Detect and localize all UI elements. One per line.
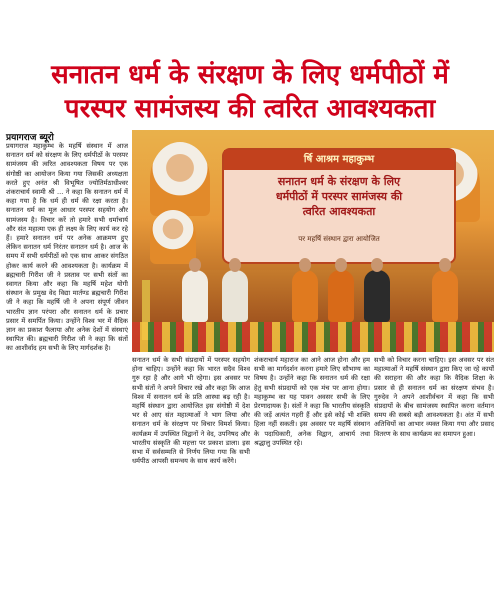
banner-title	[232, 174, 446, 219]
banner-line-2: धर्मपीठों में परस्पर सामंजस्य की	[275, 190, 403, 203]
headline	[6, 58, 494, 126]
banner-subtitle: पर महर्षि संस्थान द्वारा आयोजित	[298, 235, 380, 243]
article-column-4: सभी को विचार करना चाहिए। इस अवसर पर संत महात्माओं ने महर्षि संस्थान द्वारा किए जा रहे कार्यों की सराहना की और कहा कि वैदिक शिक्षा के प्रसार से ही सनातन धर्म का संरक्षण संभव है। गुरुदेव ने अपने आशीर्वचन में कहा कि सभी संप्रदायों के बीच सामंजस्य स्थापित करना वर्तमान समय की सबसे बड़ी आवश्यकता है। अंत में सभी अतिथियों का आभार व्यक्त किया गया और प्रसाद वितरण के साथ कार्यक्रम का समापन हुआ।	[374, 356, 494, 438]
person	[432, 270, 458, 322]
portrait-left-top	[150, 142, 210, 216]
person	[182, 270, 208, 322]
event-banner	[222, 148, 456, 264]
banner-top: र्षि आश्रम महाकुम्भ	[224, 150, 454, 170]
article-column-3: शंकराचार्य महाराज का आने आज होना और हम सभी का मार्गदर्शन करना हमारे लिए सौभाग्य का विषय है। उन्होंने कहा कि सनातन धर्म की रक्षा हेतु सभी संप्रदायों को एक मंच पर आना होगा। महाकुम्भ का यह पावन अवसर सभी के लिए प्रेरणादायक है। संतों ने कहा कि भारतीय संस्कृति की जड़ें अत्यंत गहरी हैं और इसे कोई भी शक्ति हिला नहीं सकती। इस अवसर पर महर्षि संस्थान के पदाधिकारी, अनेक विद्वान, आचार्य तथा श्रद्धालु उपस्थित रहे।	[254, 356, 370, 447]
person	[292, 270, 318, 322]
event-photo	[132, 130, 494, 352]
headline-line-1: सनातन धर्म के संरक्षण के लिए धर्मपीठों में	[51, 60, 449, 90]
headline-line-2: परस्पर सामंजस्य की त्वरित आवश्यकता	[64, 94, 436, 124]
article-column-1: प्रयागराज महाकुम्भ के महर्षि संस्थान में आज सनातन धर्म को संरक्षण के लिए धर्मपीठों के परस्पर सामंजस्य की त्वरित आवश्यकता विषय पर एक संगोष्ठी का आयोजन किया गया जिसकी अध्यक्षता करते हुए अनंत श्री विभूषित ज्योतिर्मठाधीश्वर शंकराचार्य स्वामी श्री ... ने कहा कि सनातन धर्म में कहा गया है कि धर्म ही धर्म की रक्षा करता है। सनातन धर्म का मूल आधार परस्पर सहयोग और सामंजस्य है। विचार करें तो हमारे सभी धर्माचार्य और संत महात्मा एक ही लक्ष्य के लिए कार्य कर रहे हैं। हमारे सनातन धर्म पर अनेक आक्रमण हुए लेकिन सनातन धर्म निरंतर सनातन धर्म है। आज के समय में सभी धर्मपीठों को एक साथ आकर संगठित होकर कार्य करने की आवश्यकता है। कार्यक्रम में ब्रह्मचारी गिरीश जी ने प्रस्ताव पर सभी संतों का स्वागत किया और कहा कि महर्षि महेश योगी संस्थान के प्रमुख वेद विद्या मार्तण्ड ब्रह्मचारी गिरीश जी ने कहा कि महर्षि जी ने अपना संपूर्ण जीवन भारतीय ज्ञान परंपरा और सनातन धर्म के प्रचार प्रसार में समर्पित किया। उन्होंने विश्व भर में वैदिक ज्ञान का प्रकाश फैलाया और अनेक देशों में संस्थाएं स्थापित की। ब्रह्मचारी गिरीश जी ने कहा कि संतों का आशीर्वाद हम सभी के लिए मार्गदर्शक है।	[6, 142, 128, 353]
portrait-left-bottom	[150, 210, 196, 264]
flower-decoration	[132, 322, 494, 352]
banner-line-1: सनातन धर्म के संरक्षण के लिए	[277, 175, 401, 188]
person	[364, 270, 390, 322]
banner-line-3: त्वरित आवश्यकता	[302, 205, 376, 218]
person	[222, 270, 248, 322]
person	[328, 270, 354, 322]
byline: प्रयागराज ब्यूरो	[6, 133, 54, 143]
article-column-2: सनातन धर्म के सभी संप्रदायों में परस्पर सहयोग होना चाहिए। उन्होंने कहा कि भारत सदैव विश्व गुरु रहा है और आगे भी रहेगा। इस अवसर पर सभी संतों ने अपने विचार रखे और कहा कि आज विश्व में सनातन धर्म के प्रति आस्था बढ़ रही है। महर्षि संस्थान द्वारा आयोजित इस संगोष्ठी में देश भर से आए संत महात्माओं ने भाग लिया और सनातन धर्म के संरक्षण पर विचार विमर्श किया। कार्यक्रम में उपस्थित विद्वानों ने वेद, उपनिषद और भारतीय संस्कृति की महत्ता पर प्रकाश डाला। इस सभा में सर्वसम्मति से निर्णय लिया गया कि सभी धर्मपीठ आपसी समन्वय के साथ कार्य करेंगे।	[132, 356, 250, 466]
